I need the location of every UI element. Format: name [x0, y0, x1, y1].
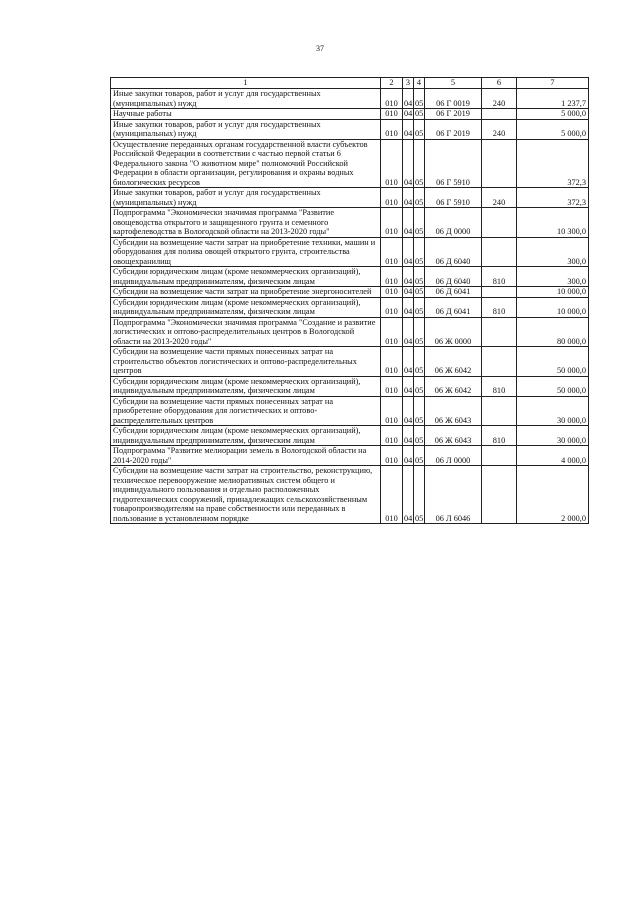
code-rz-cell: 04 [403, 347, 414, 377]
amount-cell: 80 000,0 [517, 317, 589, 347]
code-vr-cell [482, 347, 517, 377]
table-row [111, 317, 589, 347]
code-rz-cell: 04 [403, 89, 414, 109]
code-rz-cell: 04 [403, 446, 414, 466]
code-pr-cell: 05 [414, 119, 425, 139]
amount-cell: 372,3 [517, 188, 589, 208]
code-vr-cell: 810 [482, 376, 517, 396]
header-cell: 6 [482, 78, 517, 89]
amount-cell: 300,0 [517, 237, 589, 267]
code-pr-cell: 05 [414, 208, 425, 238]
budget-table [110, 77, 589, 524]
item-name-cell: Иные закупки товаров, работ и услуг для государственных (муниципальных) нужд [111, 89, 381, 109]
amount-cell: 50 000,0 [517, 376, 589, 396]
code-gr-cell: 010 [381, 139, 403, 188]
code-vr-cell: 240 [482, 89, 517, 109]
table-row [111, 446, 589, 466]
code-gr-cell: 010 [381, 376, 403, 396]
amount-cell: 4 000,0 [517, 446, 589, 466]
code-pr-cell: 05 [414, 267, 425, 287]
header-row [111, 78, 589, 89]
code-rz-cell: 04 [403, 297, 414, 317]
code-vr-cell [482, 287, 517, 298]
amount-cell: 5 000,0 [517, 109, 589, 120]
code-gr-cell: 010 [381, 188, 403, 208]
table-row [111, 89, 589, 109]
code-pr-cell: 05 [414, 297, 425, 317]
code-pr-cell: 05 [415, 109, 424, 118]
code-pr-cell: 05 [415, 287, 424, 296]
item-name-cell: Субсидии юридическим лицам (кроме некоммерческих организаций), индивидуальным предпринимателям, физическим лицам [111, 297, 381, 317]
code-pr-cell: 05 [414, 347, 425, 377]
code-gr-cell: 010 [381, 119, 403, 139]
code-csr-cell: 06 Ж 6043 [425, 396, 482, 426]
code-csr-cell: 06 Г 5910 [425, 188, 482, 208]
code-gr-cell: 010 [381, 466, 403, 524]
table-row [111, 267, 589, 287]
item-name-cell: Подпрограмма "Экономически значимая программа "Развитие овощеводства открытого и защищенного грунта и семенного картофелеводства в Вологодской области на 2013-2020 годы" [111, 208, 381, 238]
item-name-cell: Субсидии на возмещение части затрат на приобретение техники, машин и оборудования для полива овощей открытого грунта, строительства овощехранилищ [111, 237, 381, 267]
item-name-cell: Субсидии юридическим лицам (кроме некоммерческих организаций), индивидуальным предпринимателям, физическим лицам [111, 267, 381, 287]
code-csr-cell: 06 Д 6040 [425, 237, 482, 267]
table-row [111, 139, 589, 188]
code-rz-cell: 04 [403, 188, 414, 208]
amount-cell: 5 000,0 [517, 119, 589, 139]
item-name-cell: Субсидии юридическим лицам (кроме некоммерческих организаций), индивидуальным предпринимателям, физическим лицам [111, 426, 381, 446]
code-gr-cell: 010 [381, 347, 403, 377]
amount-cell: 50 000,0 [517, 347, 589, 377]
table-row [111, 297, 589, 317]
amount-cell: 30 000,0 [517, 396, 589, 426]
item-name-cell: Субсидии на возмещение части затрат на строительство, реконструкцию, техническое перевооружение мелиоративных систем общего и индивидуального пользования и отдельно расположенных гидротехнических сооружений, принадлежащих сельскохозяйственным товаропроизводителям на праве собственности или переданных в пользование в установленном порядке [111, 466, 381, 524]
code-rz-cell: 04 [403, 119, 414, 139]
table-row [111, 396, 589, 426]
table-row [111, 426, 589, 446]
code-csr-cell: 06 Ж 6043 [425, 426, 482, 446]
code-csr-cell: 06 Г 2019 [425, 109, 482, 120]
code-pr-cell: 05 [414, 237, 425, 267]
code-vr-cell [482, 317, 517, 347]
table-row [111, 119, 589, 139]
code-csr-cell: 06 Д 6041 [425, 287, 482, 298]
item-name-cell: Субсидии юридическим лицам (кроме некоммерческих организаций), индивидуальным предпринимателям, физическим лицам [111, 376, 381, 396]
header-cell: 1 [111, 78, 381, 89]
code-rz-cell: 04 [404, 287, 413, 296]
code-rz-cell: 04 [403, 237, 414, 267]
item-name-cell: Подпрограмма "Развитие мелиорации земель в Вологодской области на 2014-2020 годы" [111, 446, 381, 466]
table-row [111, 208, 589, 238]
code-csr-cell: 06 Л 6046 [425, 466, 482, 524]
code-pr-cell: 05 [414, 466, 425, 524]
code-vr-cell [482, 109, 517, 120]
code-gr-cell: 010 [381, 287, 403, 298]
code-gr-cell: 010 [381, 208, 403, 238]
page-number: 37 [316, 44, 324, 53]
code-rz-cell: 04 [403, 317, 414, 347]
code-csr-cell: 06 Г 2019 [425, 119, 482, 139]
amount-cell: 10 300,0 [517, 208, 589, 238]
item-name-cell: Подпрограмма "Экономически значимая программа "Создание и развитие логистических и оптово-распределительных центров в Вологодской области на 2013-2020 годы" [111, 317, 381, 347]
code-gr-cell: 010 [381, 426, 403, 446]
amount-cell: 10 000,0 [517, 297, 589, 317]
item-name-cell: Субсидии на возмещение части прямых понесенных затрат на строительство объектов логистических и оптово-распределительных центров [111, 347, 381, 377]
code-vr-cell [482, 237, 517, 267]
code-csr-cell: 06 Г 0019 [425, 89, 482, 109]
code-gr-cell: 010 [381, 237, 403, 267]
code-pr-cell: 05 [414, 139, 425, 188]
code-gr-cell: 010 [381, 297, 403, 317]
code-vr-cell: 810 [482, 297, 517, 317]
table-row [111, 347, 589, 377]
amount-cell: 372,3 [517, 139, 589, 188]
code-pr-cell: 05 [414, 426, 425, 446]
code-gr-cell: 010 [381, 89, 403, 109]
code-pr-cell: 05 [414, 396, 425, 426]
code-rz-cell: 04 [403, 426, 414, 446]
item-name-cell: Субсидии на возмещение части затрат на приобретение энергоносителей [111, 287, 381, 298]
header-cell: 7 [517, 78, 589, 89]
code-vr-cell [482, 466, 517, 524]
code-vr-cell: 810 [482, 426, 517, 446]
code-gr-cell: 010 [381, 446, 403, 466]
code-csr-cell: 06 Л 0000 [425, 446, 482, 466]
code-vr-cell: 810 [482, 267, 517, 287]
code-csr-cell: 06 Ж 6042 [425, 376, 482, 396]
code-csr-cell: 06 Ж 6042 [425, 347, 482, 377]
code-pr-cell: 05 [414, 89, 425, 109]
table-row [111, 466, 589, 524]
header-cell: 2 [381, 78, 403, 89]
item-name-cell: Осуществление переданных органам государственной власти субъектов Российской Федерации в соответствии с частью первой статьи 6 Федерального закона "О животном мире" полномочий Российской Федерации в области организации, регулирования и охраны водных биологических ресурсов [111, 139, 381, 188]
code-pr-cell: 05 [414, 446, 425, 466]
code-vr-cell: 240 [482, 188, 517, 208]
code-csr-cell: 06 Д 6040 [425, 267, 482, 287]
code-vr-cell: 240 [482, 119, 517, 139]
code-vr-cell [482, 396, 517, 426]
table-row [111, 287, 589, 298]
code-rz-cell: 04 [404, 109, 413, 118]
amount-cell: 30 000,0 [517, 426, 589, 446]
table-row [111, 237, 589, 267]
code-pr-cell: 05 [414, 376, 425, 396]
header-cell: 5 [425, 78, 482, 89]
code-gr-cell: 010 [381, 267, 403, 287]
table-row [111, 188, 589, 208]
code-vr-cell [482, 446, 517, 466]
code-pr-cell: 05 [414, 317, 425, 347]
table-row [111, 109, 589, 120]
code-csr-cell: 06 Д 0000 [425, 208, 482, 238]
code-rz-cell: 04 [403, 376, 414, 396]
code-vr-cell [482, 139, 517, 188]
amount-cell: 1 237,7 [517, 89, 589, 109]
header-cell: 3 [403, 78, 414, 89]
table-row [111, 376, 589, 396]
code-gr-cell: 010 [381, 396, 403, 426]
code-csr-cell: 06 Г 5910 [425, 139, 482, 188]
item-name-cell: Иные закупки товаров, работ и услуг для государственных (муниципальных) нужд [111, 188, 381, 208]
code-rz-cell: 04 [403, 466, 414, 524]
code-rz-cell: 04 [403, 139, 414, 188]
code-pr-cell: 05 [414, 188, 425, 208]
item-name-cell: Научные работы [111, 109, 381, 120]
item-name-cell: Иные закупки товаров, работ и услуг для государственных (муниципальных) нужд [111, 119, 381, 139]
amount-cell: 300,0 [517, 267, 589, 287]
code-rz-cell: 04 [403, 208, 414, 238]
code-rz-cell: 04 [403, 267, 414, 287]
code-gr-cell: 010 [381, 317, 403, 347]
header-cell: 4 [414, 78, 425, 89]
code-gr-cell: 010 [381, 109, 403, 120]
code-vr-cell [482, 208, 517, 238]
amount-cell: 2 000,0 [517, 466, 589, 524]
code-csr-cell: 06 Д 6041 [425, 297, 482, 317]
item-name-cell: Субсидии на возмещение части прямых понесенных затрат на приобретение оборудования для логистических и оптово-распределительных центров [111, 396, 381, 426]
code-csr-cell: 06 Ж 0000 [425, 317, 482, 347]
amount-cell: 10 000,0 [517, 287, 589, 298]
code-rz-cell: 04 [403, 396, 414, 426]
